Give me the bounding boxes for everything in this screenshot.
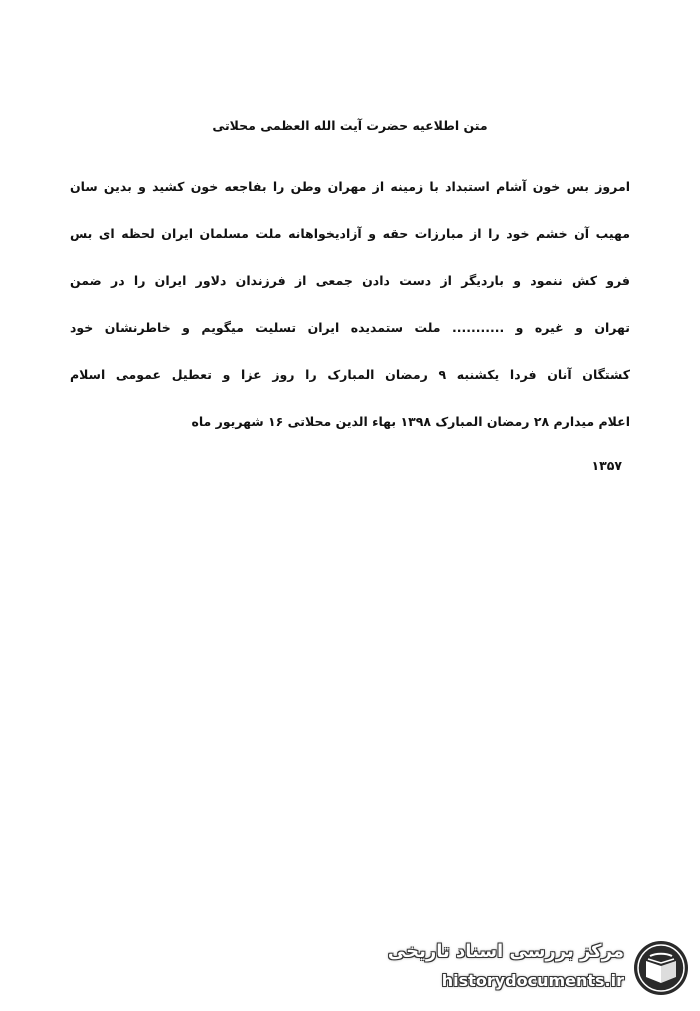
open-book-emblem-icon bbox=[632, 939, 690, 997]
body-line: مهیب آن خشم خود را از مبارزات حقه و آزادیخواهانه ملت مسلمان ایران لحظه ای بس bbox=[70, 226, 630, 241]
body-line: فرو کش ننمود و باردیگر از دست دادن جمعی از فرزندان دلاور ایران را در ضمن bbox=[70, 273, 630, 288]
body-line: کشتگان آنان فردا یکشنبه ۹ رمضان المبارک را روز عزا و تعطیل عمومی اسلام bbox=[70, 367, 630, 382]
body-line: اعلام میدارم ۲۸ رمضان المبارک ۱۳۹۸ بهاء الدین محلاتی ۱۶ شهریور ماه bbox=[191, 414, 630, 429]
document-body bbox=[70, 172, 630, 454]
watermark-text-url: historydocuments.ir bbox=[441, 971, 624, 990]
document-date: ۱۳۵۷ bbox=[591, 458, 622, 473]
watermark-text-persian: مرکز بررسی اسناد تاریخی bbox=[387, 941, 624, 962]
body-line: امروز بس خون آشام استبداد با زمینه از مهران وطن را بفاجعه خون کشید و بدین سان bbox=[70, 179, 630, 194]
watermark bbox=[387, 939, 690, 1001]
document-title: متن اطلاعیه حضرت آیت الله العظمی محلاتی bbox=[212, 118, 488, 133]
body-line: تهران و غیره و ........... ملت ستمدیده ایران تسلیت میگویم و خاطرنشان خود bbox=[70, 320, 630, 335]
